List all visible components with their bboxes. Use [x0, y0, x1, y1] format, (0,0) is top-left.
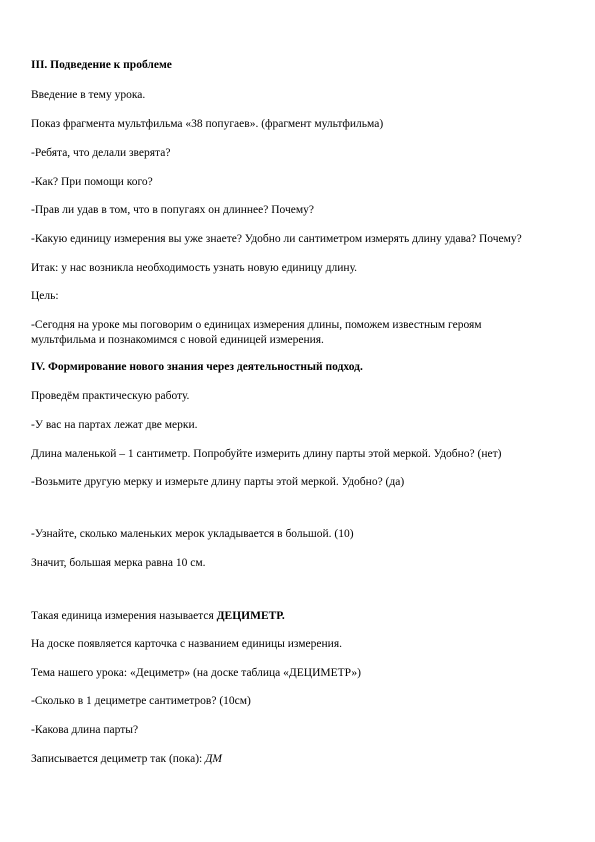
paragraph-line: -Узнайте, сколько маленьких мерок укладывается в большой. (10) [31, 528, 354, 540]
paragraph-line: -Ребята, что делали зверята? [31, 147, 171, 159]
paragraph-line: -Прав ли удав в том, что в попугаях он длиннее? Почему? [31, 204, 315, 216]
paragraph-line: -Сколько в 1 дециметре сантиметров? (10см) [31, 695, 251, 707]
goal-label: Цель: [31, 290, 59, 302]
paragraph-line: Показ фрагмента мультфильма «38 попугаев». (фрагмент мультфильма) [31, 118, 384, 130]
paragraph-line: Проведём практическую работу. [31, 390, 190, 402]
paragraph-line: На доске появляется карточка с названием единицы измерения. [31, 638, 342, 650]
paragraph-text: Записывается дециметр так (пока): [31, 753, 206, 765]
section-heading-iii: III. Подведение к проблеме [31, 59, 172, 71]
paragraph-line: -Сегодня на уроке мы поговорим о единицах измерения длины, поможем известным героям [31, 319, 482, 331]
paragraph-line: -Как? При помощи кого? [31, 176, 153, 188]
paragraph-line: -Какова длина парты? [31, 724, 139, 736]
paragraph-line [31, 609, 285, 623]
paragraph-line: -Возьмите другую мерку и измерьте длину парты этой меркой. Удобно? (да) [31, 476, 405, 488]
paragraph-line: Итак: у нас возникла необходимость узнать новую единицу длину. [31, 262, 358, 274]
abbreviation-dm: ДМ [205, 753, 223, 765]
paragraph-line: -У вас на партах лежат две мерки. [31, 419, 198, 431]
paragraph-line: мультфильма и познакомимся с новой единицей измерения. [31, 334, 324, 346]
paragraph-text: Такая единица измерения называется [31, 610, 217, 622]
paragraph-line: -Какую единицу измерения вы уже знаете? Удобно ли сантиметром измерять длину удава? Почему? [31, 233, 522, 245]
term-decimeter: ДЕЦИМЕТР. [216, 610, 285, 622]
paragraph-line: Длина маленькой – 1 сантиметр. Попробуйте измерить длину парты этой меркой. Удобно? (нет) [31, 448, 502, 460]
paragraph-line: Значит, большая мерка равна 10 см. [31, 557, 206, 569]
paragraph-line: Тема нашего урока: «Дециметр» (на доске таблица «ДЕЦИМЕТР») [31, 667, 361, 679]
paragraph-line: Введение в тему урока. [31, 89, 146, 101]
paragraph-line [31, 752, 222, 766]
section-heading-iv: IV. Формирование нового знания через деятельностный подход. [31, 361, 363, 373]
